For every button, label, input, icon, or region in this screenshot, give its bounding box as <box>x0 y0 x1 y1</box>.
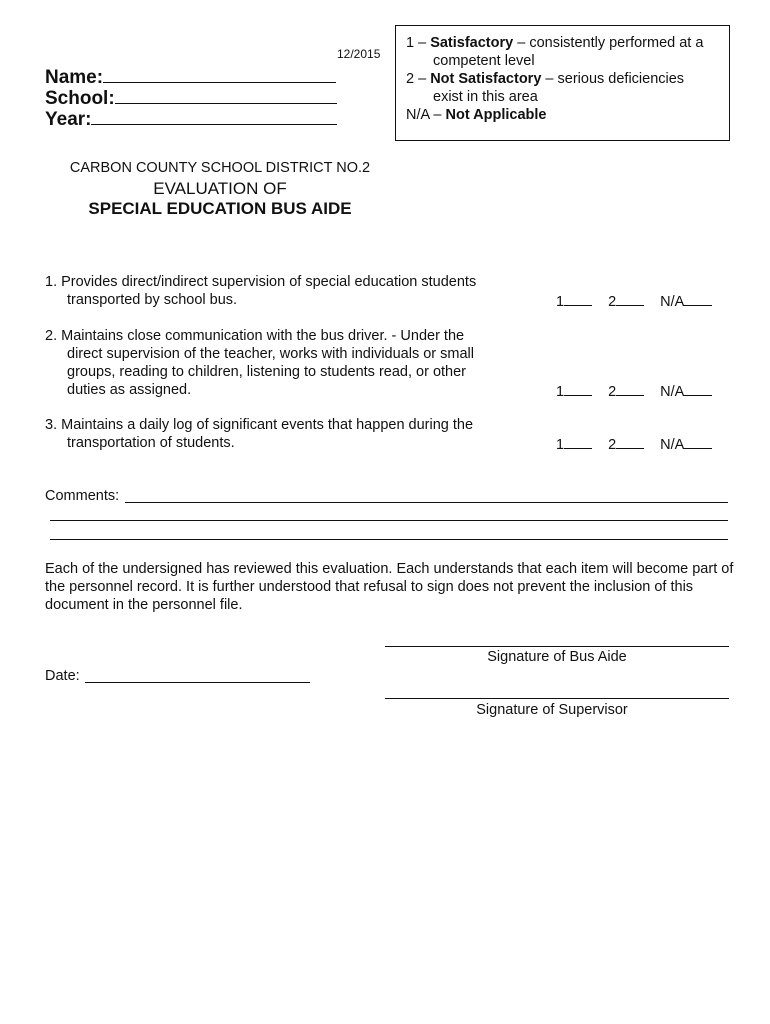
year-field[interactable] <box>45 106 337 131</box>
year-line[interactable] <box>91 106 337 125</box>
comments-label: Comments: <box>45 488 120 504</box>
date-line[interactable] <box>85 682 310 683</box>
rating-legend <box>395 25 730 141</box>
rating-row-1[interactable]: 1 2 N/A <box>556 291 712 310</box>
rating-3-na[interactable] <box>684 434 712 449</box>
rating-3-satisfactory[interactable] <box>564 434 592 449</box>
legend-line-2: 2 – Not Satisfactory – serious deficiencies <box>406 71 685 87</box>
comments-line-1[interactable] <box>125 502 728 503</box>
date-label: Date: <box>45 668 80 684</box>
evaluation-item-3: 3. Maintains a daily log of significant events that happen during the transportation of students. <box>45 417 474 451</box>
rating-row-3[interactable]: 1 2 N/A <box>556 434 712 453</box>
legend-line-1: 1 – Satisfactory – consistently performed at a <box>406 35 704 51</box>
evaluation-item-2: 2. Maintains close communication with the bus driver. - Under the direct supervision of the teacher, works with individuals or small groups, reading to children, listening to students read, or other duties as assigned. <box>45 328 474 398</box>
comments-line-3[interactable] <box>50 539 728 540</box>
rating-1-not-satisfactory[interactable] <box>616 291 644 306</box>
rating-2-na[interactable] <box>684 381 712 396</box>
name-label: Name: <box>45 67 104 88</box>
rating-2-satisfactory[interactable] <box>564 381 592 396</box>
acknowledgement-statement: Each of the undersigned has reviewed this evaluation. Each understands that each item will become part of the personnel record. It is further understood that refusal to sign does not prevent the inclusion of this document in the personnel file. <box>45 561 734 613</box>
school-line[interactable] <box>115 85 337 104</box>
district-name: CARBON COUNTY SCHOOL DISTRICT NO.2 <box>69 160 371 176</box>
legend-line-2-cont: exist in this area <box>433 89 538 105</box>
supervisor-signature-line[interactable] <box>385 698 729 699</box>
date-code: 12/2015 <box>337 47 381 61</box>
legend-line-3: N/A – Not Applicable <box>406 107 547 123</box>
rating-3-not-satisfactory[interactable] <box>616 434 644 449</box>
evaluation-item-1: 1. Provides direct/indirect supervision of special education students transported by school bus. <box>45 274 477 308</box>
legend-line-1-cont: competent level <box>433 53 535 69</box>
name-line[interactable] <box>103 64 336 83</box>
rating-row-2[interactable]: 1 2 N/A <box>556 381 712 400</box>
rating-1-na[interactable] <box>684 291 712 306</box>
supervisor-signature-label: Signature of Supervisor <box>476 702 628 718</box>
bus-aide-signature-line[interactable] <box>385 646 729 647</box>
title-line-1: EVALUATION OF <box>153 179 287 198</box>
page-title: SPECIAL EDUCATION BUS AIDE <box>88 199 352 218</box>
school-label: School: <box>45 88 115 109</box>
rating-2-not-satisfactory[interactable] <box>616 381 644 396</box>
rating-1-satisfactory[interactable] <box>564 291 592 306</box>
bus-aide-signature-label: Signature of Bus Aide <box>487 649 627 665</box>
comments-line-2[interactable] <box>50 520 728 521</box>
year-label: Year: <box>45 109 92 130</box>
